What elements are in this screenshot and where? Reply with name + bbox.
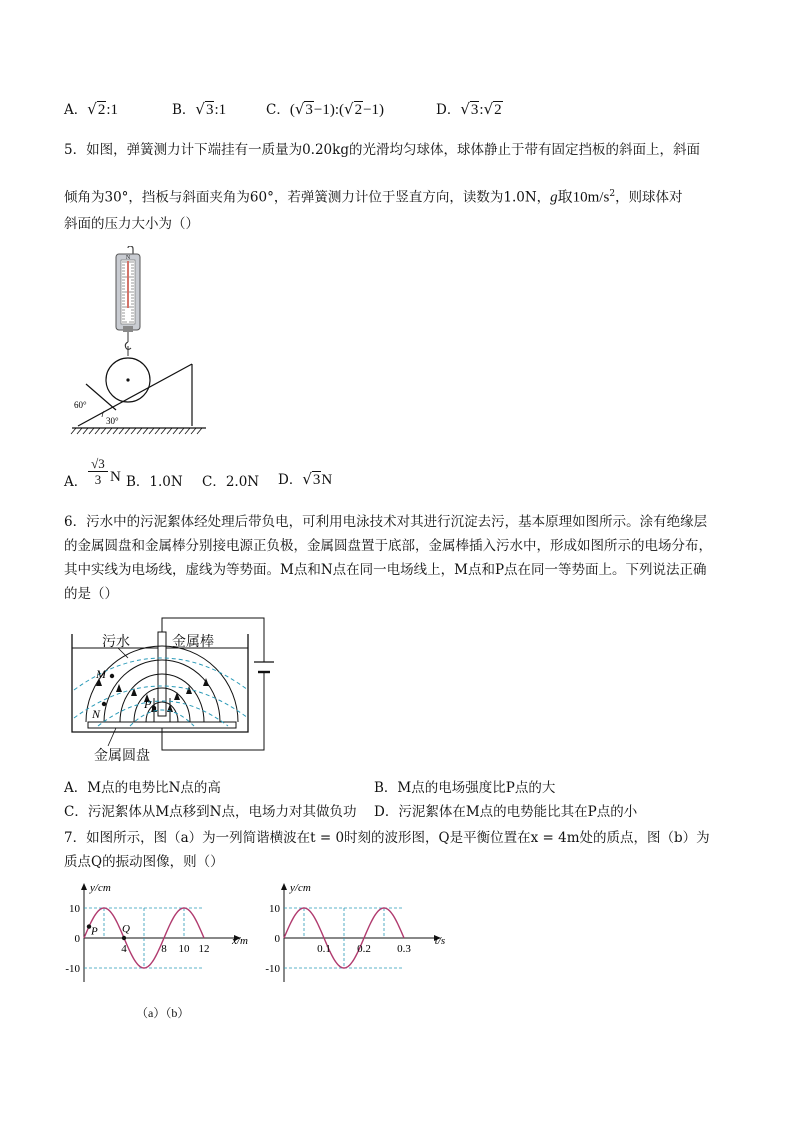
q7-line-1: 7．如图所示，图（a）为一列简谐横波在t = 0时刻的波形图，Q是平衡位置在x = 4m处的质点，图（b）为 bbox=[64, 830, 710, 846]
q4-option-d: D．√3:√2 bbox=[436, 100, 502, 118]
y-axis-arrow bbox=[81, 883, 87, 890]
point-p bbox=[152, 706, 156, 710]
q7-line-2: 质点Q的振动图像，则（） bbox=[64, 854, 224, 870]
q6-figure bbox=[68, 614, 286, 766]
q6-line-2: 的金属圆盘和金属棒分别接电源正负极，金属圆盘置于底部，金属棒插入污水中，形成如图所示的电场分布， bbox=[64, 538, 712, 554]
x-axis-label: t/s bbox=[434, 935, 446, 947]
q5-option-d: D．√3N bbox=[278, 470, 333, 488]
point-label-p: P bbox=[91, 925, 98, 938]
label-n: N bbox=[92, 707, 101, 721]
q6-line-1: 6．污水中的污泥絮体经处理后带负电，可利用电泳技术对其进行沉淀去污，基本原理如图所示。涂有绝缘层 bbox=[64, 514, 708, 530]
point-q bbox=[122, 936, 126, 940]
x-tick-label: 4 bbox=[121, 943, 127, 955]
x-tick-label: 0.2 bbox=[357, 943, 371, 955]
q5-option-b: B．1.0N bbox=[126, 474, 183, 490]
y-axis-label: y/cm bbox=[90, 882, 111, 894]
label-rod: 金属棒 bbox=[172, 635, 214, 650]
y-axis-arrow bbox=[281, 883, 287, 890]
x-tick-label: 0.1 bbox=[317, 943, 331, 955]
x-tick-label: 12 bbox=[198, 943, 210, 955]
q5-line-2: 倾角为30°，挡板与斜面夹角为60°，若弹簧测力计位于竖直方向，读数为1.0N，g取$10m/s^2$，则球体对 bbox=[64, 189, 683, 206]
label-p: P bbox=[144, 697, 152, 711]
y-tick-label: 0 bbox=[74, 933, 80, 945]
label-m: M bbox=[96, 667, 106, 681]
q6-option-b: B．M点的电场强度比P点的大 bbox=[374, 780, 556, 796]
label-disk: 金属圆盘 bbox=[94, 749, 150, 764]
y-tick-label: 10 bbox=[269, 903, 280, 915]
q5-line-3: 斜面的压力大小为（） bbox=[64, 216, 199, 232]
q7-caption: （a）（b） bbox=[136, 1006, 190, 1020]
q6-option-d: D．污泥絮体在M点的电势能比其在P点的小 bbox=[374, 804, 638, 820]
q5-option-a-label: A． bbox=[64, 474, 88, 490]
vibration-chart-b bbox=[262, 880, 462, 998]
q6-option-a: A．M点的电势比N点的高 bbox=[64, 780, 221, 796]
point-m bbox=[110, 674, 114, 678]
q5-figure bbox=[70, 246, 210, 436]
x-axis-label: x/m bbox=[232, 935, 248, 947]
q4-option-c: C．(√3−1):(√2−1) bbox=[266, 100, 385, 118]
scale-unit: N bbox=[125, 255, 131, 261]
q5-line-1: 5．如图，弹簧测力计下端挂有一质量为0.20kg的光滑均匀球体，球体静止于带有固定挡板的斜面上，斜面 bbox=[64, 142, 700, 158]
q6-option-c: C．污泥絮体从M点移到N点，电场力对其做负功 bbox=[64, 804, 357, 820]
angle-board-label: 60° bbox=[74, 400, 87, 410]
q4-option-b: B．√3:1 bbox=[172, 100, 227, 118]
point-n bbox=[102, 702, 106, 706]
angle-slope-label: 30° bbox=[106, 416, 119, 426]
q6-line-3: 其中实线为电场线，虚线为等势面。M点和N点在同一电场线上，M点和P点在同一等势面上。下列说法正确 bbox=[64, 562, 707, 578]
label-water: 污水 bbox=[102, 635, 130, 650]
y-tick-label: -10 bbox=[65, 963, 80, 975]
point-label-q: Q bbox=[122, 923, 130, 935]
metal-disk bbox=[88, 722, 236, 728]
y-tick-label: -10 bbox=[265, 963, 280, 975]
y-axis-label: y/cm bbox=[290, 882, 311, 894]
q6-line-4: 的是（） bbox=[64, 586, 118, 602]
q5-option-a-fraction: √3 3 bbox=[88, 456, 108, 487]
x-tick-label: 8 bbox=[161, 943, 167, 955]
x-tick-label: 0.3 bbox=[397, 943, 411, 955]
q5-option-c: C．2.0N bbox=[202, 474, 260, 490]
wave-chart-a bbox=[62, 880, 262, 998]
y-tick-label: 10 bbox=[69, 903, 80, 915]
x-tick-label: 10 bbox=[178, 943, 190, 955]
q4-option-a: A．√2:1 bbox=[64, 100, 118, 118]
y-tick-label: 0 bbox=[274, 933, 280, 945]
